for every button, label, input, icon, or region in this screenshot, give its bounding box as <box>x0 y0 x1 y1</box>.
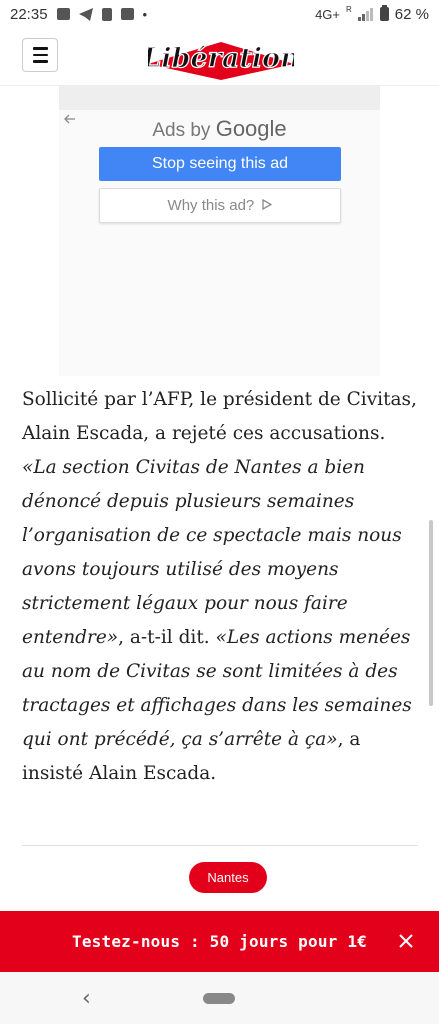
article-text: , a insisté Alain Escada. <box>22 729 361 784</box>
article-text: , a-t-il dit. <box>118 627 216 648</box>
logo-text: Libération <box>148 43 294 74</box>
network-type: 4G+ <box>315 6 341 22</box>
google-wordmark: Google <box>215 116 287 141</box>
gallery-icon <box>57 8 70 20</box>
hamburger-line <box>33 60 48 63</box>
scrollbar[interactable] <box>429 520 433 706</box>
hamburger-line <box>33 54 48 57</box>
nav-back-icon[interactable]: ‹ <box>82 986 91 1011</box>
nav-home-pill[interactable] <box>203 993 235 1004</box>
hamburger-icon <box>33 47 48 50</box>
system-nav-bar <box>0 972 439 1024</box>
mail-icon <box>121 8 134 20</box>
close-icon[interactable] <box>394 929 418 953</box>
roaming-indicator: R <box>346 4 352 14</box>
battery-level: 62 % <box>394 5 429 23</box>
divider <box>22 845 418 846</box>
ads-by-google <box>59 116 380 142</box>
logo-svg <box>148 34 294 82</box>
ad-top-bar <box>59 86 380 110</box>
status-bar <box>0 0 439 28</box>
article-text: Sollicité par l’AFP, le président de Civitas, Alain Escada, a rejeté ces accusations. <box>22 389 417 444</box>
why-this-ad-button[interactable] <box>99 188 341 223</box>
sim-icon <box>102 8 112 21</box>
ad-container <box>59 86 380 376</box>
play-arrow-icon <box>262 199 272 210</box>
article-paragraph <box>22 383 422 791</box>
status-dot: • <box>142 6 148 22</box>
subscription-banner[interactable] <box>0 911 439 972</box>
signal-icon <box>358 8 374 21</box>
ads-by-label: Ads by <box>152 120 211 141</box>
site-header <box>0 28 439 86</box>
stop-seeing-ad-button[interactable]: Stop seeing this ad <box>99 147 341 181</box>
article-quote: «Les actions menées au nom de Civitas se sont limitées à des tractages et affichages dans les semaines qui ont précédé, ça s’arrête à ça» <box>22 627 412 750</box>
article-quote: «La section Civitas de Nantes a bien dénoncé depuis plusieurs semaines l’organisation de ce spectacle mais nous avons toujours utilisé des moyens strictement légaux pour nous faire entendre» <box>22 457 402 648</box>
subscription-offer-text[interactable]: Testez-nous : 50 jours pour 1€ <box>72 932 367 951</box>
liberation-logo[interactable] <box>148 34 294 82</box>
tag-nantes[interactable]: Nantes <box>189 862 267 893</box>
status-time: 22:35 <box>10 5 48 23</box>
menu-button[interactable] <box>22 38 58 72</box>
telegram-icon <box>79 8 93 21</box>
battery-icon <box>380 7 389 21</box>
why-this-ad-label: Why this ad? <box>167 197 255 214</box>
